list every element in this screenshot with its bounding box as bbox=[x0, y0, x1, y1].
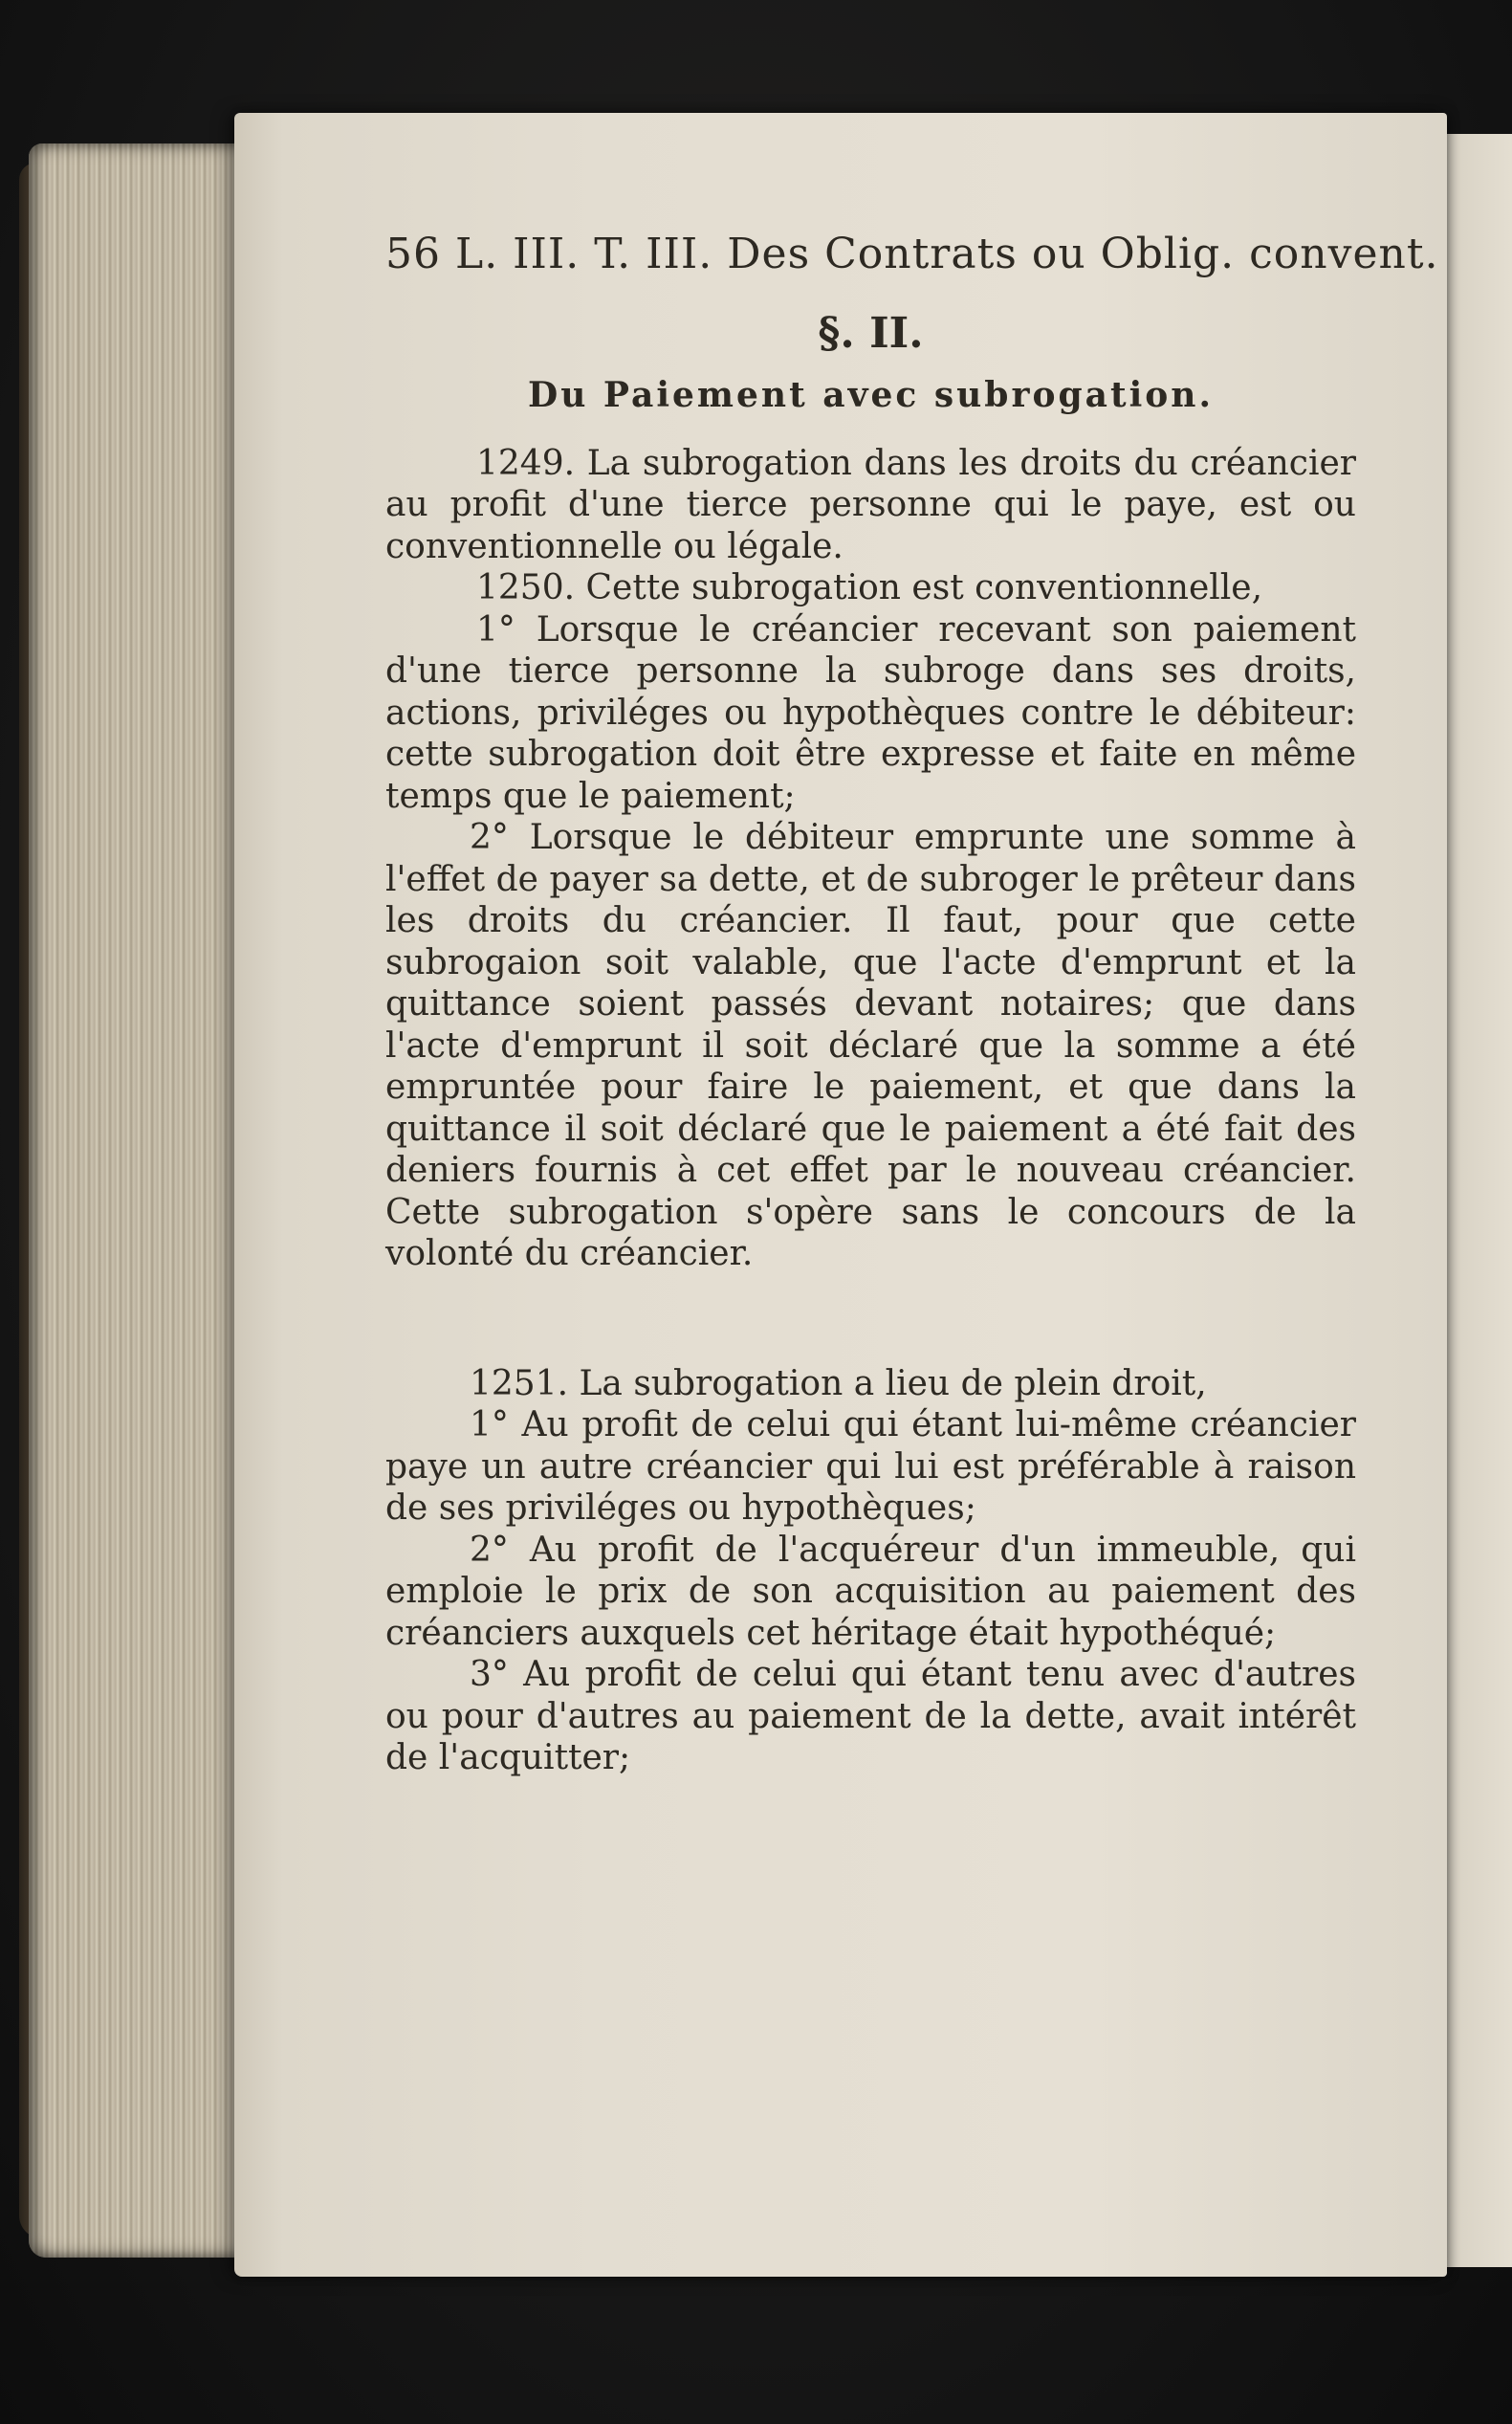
section-mark: §. II. bbox=[818, 309, 924, 358]
article-1251-item-2: 2° Au profit de l'acquéreur d'un immeuble, qui emploie le prix de son acquisition au paiement des créanciers auxquels cet héritage était hypothéqué; bbox=[385, 1530, 1356, 1653]
article-1250-item-2: 2° Lorsque le débiteur emprunte une somme à l'effet de payer sa dette, et de subroger le prêteur dans les droits du créancier. Il faut, pour que cette subrogaion soit valable, que l'acte d'emprunt et la quittance soient passés devant notaires; que dans l'acte d'emprunt il soit déclaré que la somme a été empruntée pour faire le paiement, et que dans la quittance il soit déclaré que le paiement a été fait des deniers fournis à cet effet par le nouveau créancier. Cette subrogation s'opère sans le concours de la volonté du créancier. bbox=[385, 818, 1356, 1274]
paragraph-gap bbox=[385, 1275, 1356, 1363]
running-head: 56 L. III. T. III. Des Contrats ou Oblig. convent. bbox=[385, 230, 1439, 278]
article-1249: 1249. La subrogation dans les droits du créancier au profit d'une tierce personne qui le paye, est ou conventionnelle ou légale. bbox=[385, 443, 1356, 566]
page-edges bbox=[29, 143, 263, 2258]
article-1251: 1251. La subrogation a lieu de plein droit, bbox=[470, 1363, 1207, 1403]
page-text bbox=[385, 228, 1439, 1779]
book-page bbox=[234, 113, 1447, 2277]
article-1251-item-1: 1° Au profit de celui qui étant lui-même créancier paye un autre créancier qui lui est préférable à raison de ses priviléges ou hypothèques; bbox=[385, 1405, 1356, 1529]
article-1250-item-1: 1° Lorsque le créancier recevant son paiement d'une tierce personne la subroge dans ses droits, actions, priviléges ou hypothèques contre le débiteur: cette subrogation doit être expresse et faite en même temps que le paiement; bbox=[385, 609, 1356, 816]
article-1250: 1250. Cette subrogation est conventionnelle, bbox=[476, 568, 1263, 608]
section-title: Du Paiement avec subrogation. bbox=[528, 374, 1214, 415]
article-1251-item-3: 3° Au profit de celui qui étant tenu avec d'autres ou pour d'autres au paiement de la dette, avait intérêt de l'acquitter; bbox=[385, 1655, 1356, 1778]
